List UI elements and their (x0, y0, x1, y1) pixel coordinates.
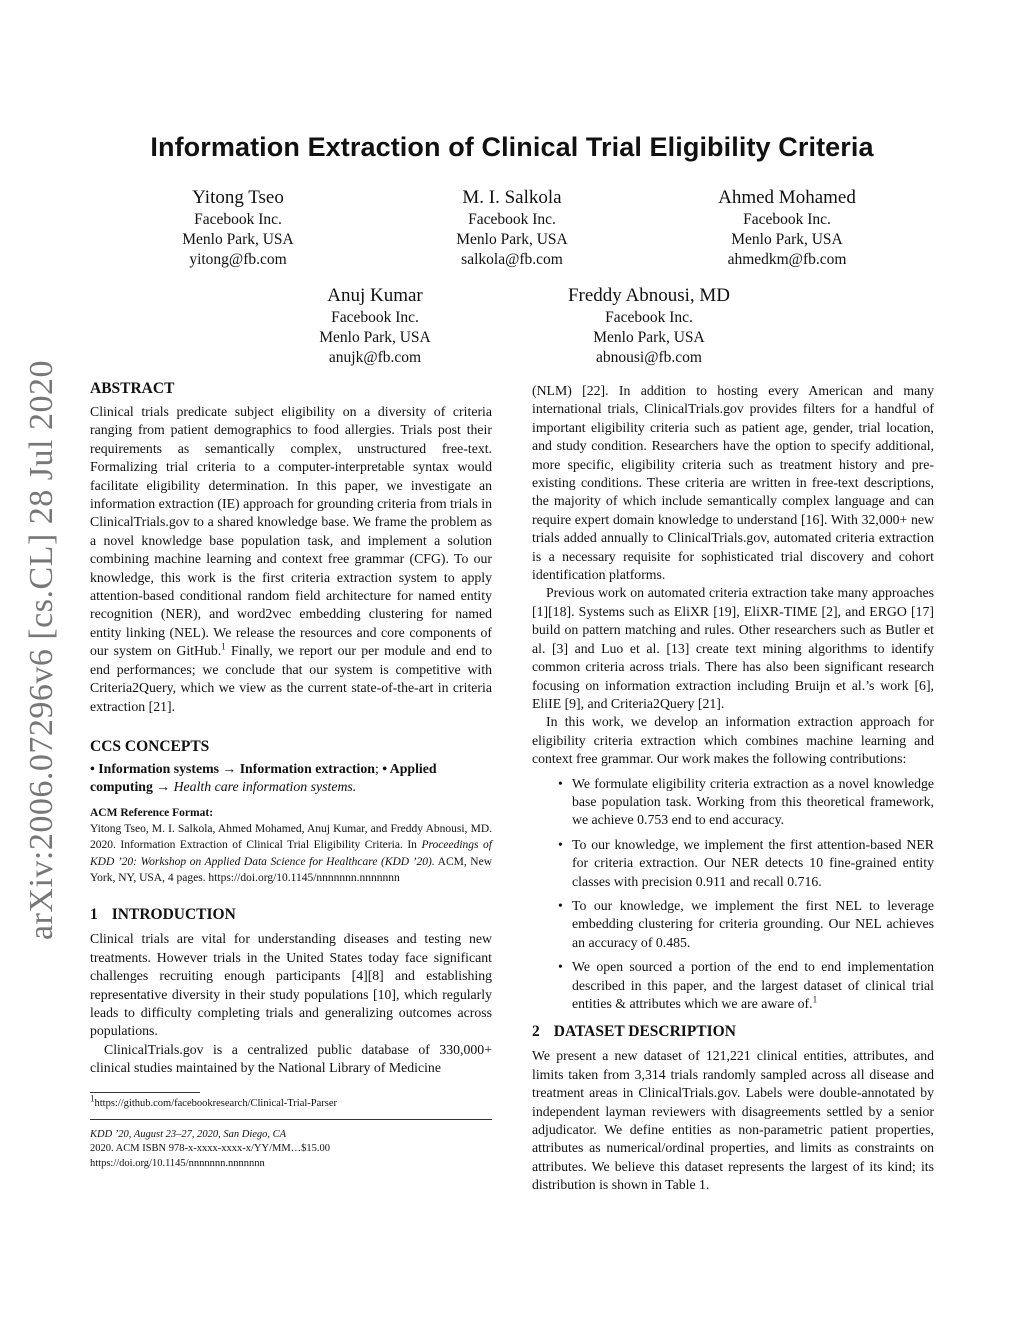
body-paragraph: (NLM) [22]. In addition to hosting every American and many international trials, ClinicalTrials.gov provides filters for a handful of important eligibility criteria such as patient age, gender, trial location, and study condition. Researchers have the option to specify additional, more specific, eligibility criteria such as treatment history and pre-existing conditions. These criteria are written in free-text descriptions, the majority of which include semantically complex language and can require expert domain knowledge to understand [16]. With 32,000+ new trials added annually to ClinicalTrials.gov, automated criteria extraction is a necessary requisite for sophisticated trial discovery and cohort identification platforms. (532, 383, 934, 583)
author-name: Freddy Abnousi, MD (567, 285, 731, 306)
intro-paragraph: ClinicalTrials.gov is a centralized public database of 330,000+ clinical studies maintained by the National Library of Medicine (90, 1041, 492, 1076)
author-block (108, 186, 368, 270)
author-email: yitong@fb.com (189, 251, 287, 268)
ccs-heading: CCS CONCEPTS (90, 737, 210, 755)
author-email: anujk@fb.com (328, 349, 422, 366)
author-location: Menlo Park, USA (731, 231, 843, 248)
intro-paragraph: Clinical trials are vital for understanding diseases and testing new treatments. However trials in the United States today face significant challenges recruiting enough participants [4][8] and establishing representative diversity in their study populations [10], which regularly leads to difficulty completing trials and generalizing outcomes across populations. (90, 931, 492, 1039)
author-name: Ahmed Mohamed (718, 187, 856, 208)
left-column (90, 378, 492, 1171)
abstract-heading: ABSTRACT (90, 380, 175, 397)
author-email: abnousi@fb.com (596, 349, 702, 366)
right-column (532, 382, 934, 1195)
footnote-mark: 1 (221, 641, 226, 652)
author-block (519, 284, 779, 368)
dataset-heading: 2 DATASET DESCRIPTION (532, 1023, 736, 1041)
doi-line: https://doi.org/10.1145/nnnnnnn.nnnnnnn (90, 1157, 265, 1169)
dataset-paragraph: We present a new dataset of 121,221 clinical entities, attributes, and limits taken from 3,314 trials randomly sampled across all disease and treatment areas in ClinicalTrials.gov. Labels were double-annotated by independent layman reviewers with disagreements settled by a senior adjudicator. We define entities as non-parametric patient properties, attributes as numerical/ordinal properties, and limits as constraints on attributes. We believe this dataset represents the largest of its kind; its distribution is shown in Table 1. (532, 1048, 934, 1193)
author-email: salkola@fb.com (461, 251, 563, 268)
author-affiliation: Facebook Inc. (331, 309, 419, 326)
author-location: Menlo Park, USA (182, 231, 294, 248)
list-item: • We formulate eligibility criteria extraction as a novel knowledge base population task. Working from this theoretical framework, we achieve 0.753 end to end accuracy. (572, 775, 934, 830)
body-paragraph: In this work, we develop an information extraction approach for eligibility criteria extraction which combines machine learning and context free grammar. Our work makes the following contributions: (532, 714, 934, 767)
author-affiliation: Facebook Inc. (743, 211, 831, 228)
list-item: • We open sourced a portion of the end to end implementation described in this paper, and the largest dataset of clinical trial entities & attributes which we are aware of.$^1$ (572, 958, 934, 1013)
author-affiliation: Facebook Inc. (468, 211, 556, 228)
abstract-text: Clinical trials predicate subject eligibility on a diversity of criteria ranging from patient demographics to food allergies. Trials post their requirements as semantically complex, unstructured free-text. Formalizing trial criteria to a computer-interpretable syntax would facilitate eligibility determination. In this paper, we investigate an information extraction (IE) approach for grounding criteria from trials in ClinicalTrials.gov to a shared knowledge base. We frame the problem as a novel knowledge base population task, and implement a solution combining machine learning and context free grammar (CFG). To our knowledge, this work is the first criteria extraction system to apply attention-based conditional random field architecture for named entity recognition (NER), and word2vec embedding clustering for named entity linking (NEL). We release the resources and core components of our system on GitHub.$^1$ Finally, we report our per module and end to end performances; we conclude that our system is competitive with Criteria2Query, which we view as the current state-of-the-art in criteria extraction [21]. (90, 404, 493, 714)
author-block (657, 186, 917, 270)
ccs-concepts: • Information systems → Information extraction; • Applied computing → Health care information systems. (90, 760, 437, 795)
isbn-line: 2020. ACM ISBN 978-x-xxxx-xxxx-x/YY/MM…$15.00 (90, 1143, 331, 1155)
footnote-divider (90, 1092, 200, 1093)
author-name: Anuj Kumar (327, 285, 423, 306)
paper-title: Information Extraction of Clinical Trial Eligibility Criteria (150, 132, 874, 162)
author-affiliation: Facebook Inc. (605, 309, 693, 326)
arxiv-stamp: arXiv:2006.07296v6 [cs.CL] 28 Jul 2020 (23, 360, 60, 940)
author-email: ahmedkm@fb.com (727, 251, 847, 268)
author-name: M. I. Salkola (462, 187, 562, 208)
conference-line: KDD ’20, August 23–27, 2020, San Diego, CA (90, 1128, 287, 1140)
author-affiliation: Facebook Inc. (194, 211, 282, 228)
author-block (245, 284, 505, 368)
intro-heading: 1 INTRODUCTION (90, 906, 236, 924)
acm-reference-text: Yitong Tseo, M. I. Salkola, Ahmed Mohamed, Anuj Kumar, and Freddy Abnousi, MD. 2020. Information Extraction of Clinical Trial Eligibility Criteria. In Proceedings of KDD ’20: Workshop on Applied Data Science for Healthcare (KDD ’20). ACM, New York, NY, USA, 4 pages. https://doi.org/10.1145/nnnnnnn.nnnnnnn (90, 822, 493, 884)
contributions-list (532, 775, 934, 1014)
author-name: Yitong Tseo (192, 187, 284, 208)
list-item: • To our knowledge, we implement the first NEL to leverage embedding clustering for criteria grounding. Our NEL achieves an accuracy of 0.485. (572, 897, 934, 952)
author-location: Menlo Park, USA (319, 329, 431, 346)
author-block (382, 186, 642, 270)
acm-reference-heading: ACM Reference Format: (90, 806, 214, 819)
footnote: $^1$https://github.com/facebookresearch/Clinical-Trial-Parser (90, 1093, 338, 1109)
list-item: • To our knowledge, we implement the first attention-based NER for criteria extraction. Our NER detects 10 fine-grained entity classes with precision 0.911 and recall 0.716. (572, 836, 934, 891)
author-location: Menlo Park, USA (456, 231, 568, 248)
author-location: Menlo Park, USA (593, 329, 705, 346)
conference-divider (90, 1119, 492, 1120)
body-paragraph: Previous work on automated criteria extraction take many approaches [1][18]. Systems such as EliXR [19], EliXR-TIME [2], and ERGO [17] build on pattern matching and rules. Other researchers such as Butler et al. [3] and Luo et al. [13] create text mining algorithms to identify common criteria across trials. There has also been significant research focusing on information extraction including Bruijn et al.’s work [6], EliIE [9], and Criteria2Query [21]. (532, 585, 934, 711)
